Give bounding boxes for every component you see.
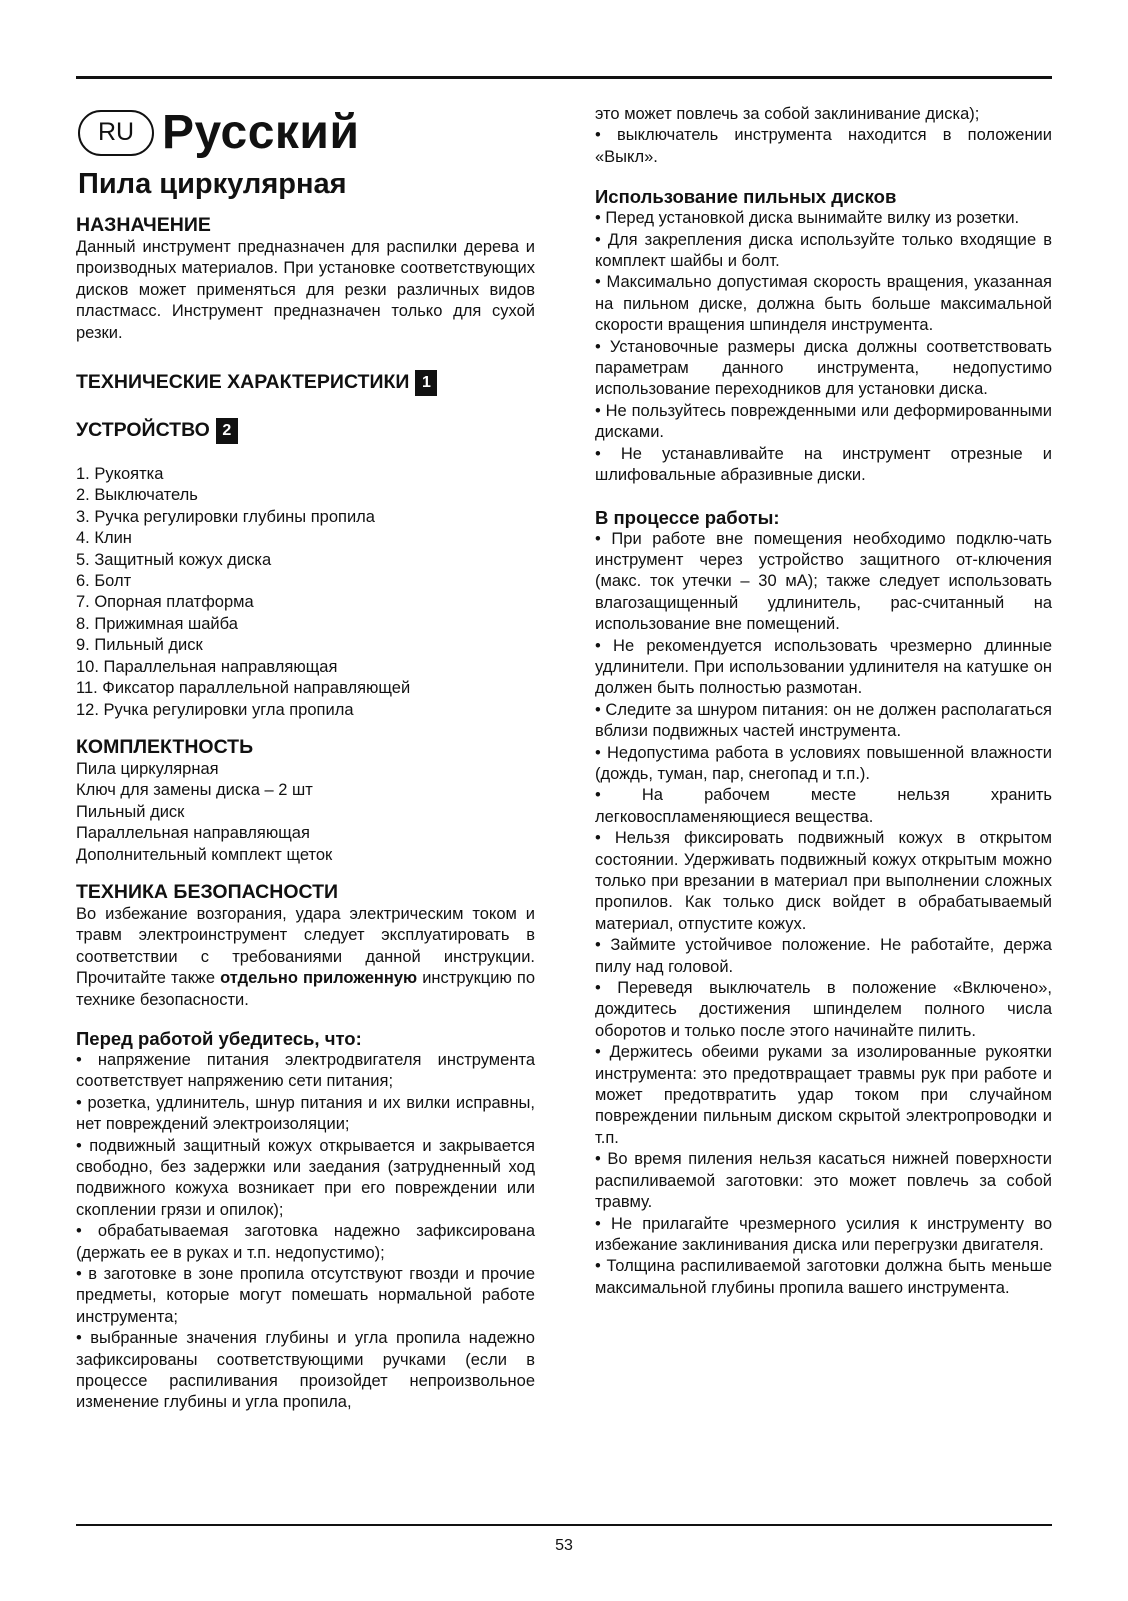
figure-ref-badge: 1 [415,370,437,396]
safety-text-bold: отдельно приложенную [220,969,418,988]
list-item: 7. Опорная платформа [76,593,254,612]
work-heading: В процессе работы: [595,506,780,528]
list-item: Пильный диск [76,802,185,821]
list-item: 4. Клин [76,529,132,548]
safety-text-part: инструкцию по технике безопасности. [76,969,535,1009]
specs-heading [76,370,535,396]
bottom-rule [76,1524,1052,1526]
list-item: 10. Параллельная направляющая [76,657,338,676]
safety-heading: ТЕХНИКА БЕЗОПАСНОСТИ [76,880,339,903]
list-item: 8. Прижимная шайба [76,614,238,633]
list-item: • Максимально допустимая скорость вращения, указанная на пильном диске, должна быть больше максимальной скорости вращения шпинделя инструмента. [595,273,1052,335]
list-item: • При работе вне помещения необходимо подклю-чать инструмент через устройство защитного от-ключения (макс. ток утечки – 30 мА); также следует использовать влагозащищенный удлинитель, рас-считанный на использование вне помещений. [595,529,1052,634]
list-item: Пила циркулярная [76,759,219,778]
list-item: 11. Фиксатор параллельной направляющей [76,679,411,698]
left-column [76,213,535,1414]
list-item: 9. Пильный диск [76,636,203,655]
list-item: 5. Защитный кожух диска [76,550,272,569]
list-item: • выбранные значения глубины и угла пропила надежно зафиксированы соответствующими ручками (если в процессе распиливания произойдет непроизвольное изменение глубины и угла пропила, [76,1329,535,1412]
kit-list [76,759,535,866]
list-item: • розетка, удлинитель, шнур питания и их вилки исправны, нет повреждений электроизоляции; [76,1093,535,1134]
list-item: • Не пользуйтесь поврежденными или деформированными дисками. [595,401,1052,442]
list-item: Параллельная направляющая [76,824,310,843]
list-item: • подвижный защитный кожух открывается и закрывается свободно, без задержки или заедания (затрудненный ход подвижного кожуха возникает при его повреждении или скоплении грязи и опилок); [76,1136,535,1219]
page-header [78,105,548,201]
list-item: • Следите за шнуром питания: он не должен располагаться вблизи подвижных частей инструмента. [595,700,1052,741]
list-item: • выключатель инструмента находится в положении «Выкл». [595,126,1052,166]
list-item: • Во время пиления нельзя касаться нижней поверхности распиливаемой заготовки: это может повлечь за собой травму. [595,1150,1052,1212]
list-item: • напряжение питания электродвигателя инструмента соответствует напряжению сети питания; [76,1050,535,1091]
list-item: • обрабатываемая заготовка надежно зафиксирована (держать ее в руках и т.п. недопустимо); [76,1222,535,1262]
list-item: 2. Выключатель [76,486,198,505]
list-item: • Не прилагайте чрезмерного усилия к инструменту во избежание заклинивания диска или перегрузки двигателя. [595,1214,1052,1254]
list-item: 12. Ручка регулировки угла пропила [76,700,354,719]
device-heading [76,418,535,444]
top-rule [76,76,1052,79]
page-number: 53 [555,1537,573,1554]
language-title: Русский [162,106,360,159]
list-item: • Недопустима работа в условиях повышенной влажности (дождь, туман, пар, снегопад и т.п.). [595,743,1052,783]
purpose-heading: НАЗНАЧЕНИЕ [76,214,211,236]
list-item: Ключ для замены диска – 2 шт [76,781,313,800]
list-item: • Нельзя фиксировать подвижный кожух в открытом состоянии. Удерживать подвижный кожух открытым можно только при врезании в материал при выполнении сложных пропилов. Как только диск войдет в обрабатываемый материал, отпустите кожух. [595,829,1052,933]
list-item: 6. Болт [76,572,132,591]
safety-text [76,904,535,1011]
list-item: Дополнительный комплект щеток [76,845,333,864]
product-title: Пила циркулярная [78,168,347,200]
list-item: • Не рекомендуется использовать чрезмерно длинные удлинители. При использовании удлинителя на катушке он должен быть полностью размотан. [595,636,1052,698]
specs-heading-text: ТЕХНИЧЕСКИЕ ХАРАКТЕРИСТИКИ [76,371,410,394]
discs-heading: Использование пильных дисков [595,186,897,208]
list-item: • На рабочем месте нельзя хранить легковоспламеняющиеся вещества. [595,786,1052,826]
safety-text-part: Во избежание возгорания, удара электрическим током и травм электроинструмент следует эксплуатировать в соответствии с требованиями данной инструкции. Прочитайте также [76,904,535,988]
list-item: • Держитесь обеими руками за изолированные рукоятки инструмента: это предотвращает травмы рук при работе и может предотвратить удар током при случайном повреждении пильным диском скрытой электропроводки и т.п. [595,1043,1052,1147]
before-work-heading: Перед работой убедитесь, что: [76,1027,362,1049]
list-item: • Займите устойчивое положение. Не работайте, держа пилу над головой. [595,936,1052,976]
list-item: • Установочные размеры диска должны соответствовать параметрам данного инструмента, недопустимо использование переходников для установки диска. [595,337,1052,399]
list-item: • в заготовке в зоне пропила отсутствуют гвозди и прочие предметы, которые могут помешать нормальной работе инструмента; [76,1265,535,1326]
list-item: • Переведя выключатель в положение «Включено», дождитесь достижения шпинделем полного числа оборотов и только после этого начинайте пилить. [595,979,1052,1040]
device-heading-text: УСТРОЙСТВО [76,419,210,442]
parts-list [76,464,535,721]
continuation-text: это может повлечь за собой заклинивание диска); [595,105,980,123]
list-item: 3. Ручка регулировки глубины пропила [76,507,375,526]
list-item: • Для закрепления диска используйте только входящие в комплект шайбы и болт. [595,230,1052,271]
list-item: • Не устанавливайте на инструмент отрезные и шлифовальные абразивные диски. [595,444,1052,485]
purpose-text: Данный инструмент предназначен для распилки дерева и производных материалов. При установке соответствующих дисков может применяться для резки различных видов пластмасс. Инструмент предназначен только для сухой резки. [76,238,535,342]
language-badge: RU [78,110,154,156]
right-column [595,104,1052,1299]
kit-heading: КОМПЛЕКТНОСТЬ [76,735,254,758]
figure-ref-badge: 2 [216,418,238,444]
list-item: 1. Рукоятка [76,465,164,484]
list-item: • Толщина распиливаемой заготовки должна быть меньше максимальной глубины пропила вашего инструмента. [595,1257,1052,1297]
list-item: • Перед установкой диска вынимайте вилку из розетки. [595,209,1020,228]
